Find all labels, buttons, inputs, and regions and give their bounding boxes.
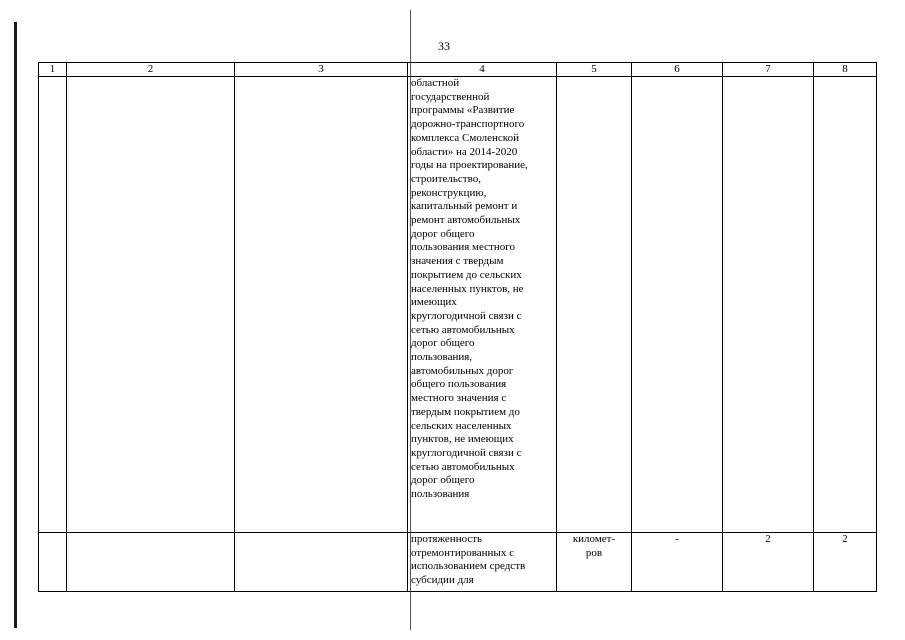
cell-col-3 xyxy=(235,77,408,533)
description-line: пользования xyxy=(411,488,470,501)
description-line: автомобильных дорог xyxy=(411,364,514,377)
scan-edge-left xyxy=(14,22,17,628)
cell-value-col-7: 2 xyxy=(723,533,814,592)
cell-col-7 xyxy=(723,77,814,533)
cell-value-col-6: - xyxy=(632,533,723,592)
description-line: реконструкцию, xyxy=(411,186,487,199)
header-col-2: 2 xyxy=(67,63,235,77)
description-line: годы на проектирование, xyxy=(411,159,528,172)
description-line: населенных пунктов, не xyxy=(411,282,524,295)
page-number: 33 xyxy=(438,39,450,53)
table-row xyxy=(39,77,877,533)
description-line: капитальный ремонт и xyxy=(411,200,518,213)
table-header-row xyxy=(39,63,877,77)
description-line: дорог общего xyxy=(411,337,475,350)
description-line: области» на 2014-2020 xyxy=(411,145,518,158)
description-line: местного значения с xyxy=(411,392,507,405)
description-line: пользования местного xyxy=(411,241,515,254)
description-line: сельских населенных xyxy=(411,419,512,432)
unit-line: километ- xyxy=(572,533,616,545)
description-line: областной xyxy=(411,77,460,89)
cell-col-8 xyxy=(814,77,877,533)
cell-indicator xyxy=(408,533,557,592)
description-line: сетью автомобильных xyxy=(411,323,515,336)
cell-description xyxy=(408,77,557,533)
cell-unit xyxy=(557,533,632,592)
header-col-3: 3 xyxy=(235,63,408,77)
unit-line: ров xyxy=(585,546,603,559)
cell-col-1 xyxy=(39,533,67,592)
description-line: покрытием до сельских xyxy=(411,268,522,281)
header-col-6: 6 xyxy=(632,63,723,77)
description-line: строительство, xyxy=(411,172,481,185)
indicator-line: отремонтированных с xyxy=(411,546,514,559)
description-line: дорог общего xyxy=(411,227,475,240)
header-col-8: 8 xyxy=(814,63,877,77)
header-col-4: 4 xyxy=(408,63,557,77)
cell-col-2 xyxy=(67,533,235,592)
cell-col-5 xyxy=(557,77,632,533)
header-col-1: 1 xyxy=(39,63,67,77)
description-line: сетью автомобильных xyxy=(411,460,515,473)
description-line: значения с твердым xyxy=(411,255,504,268)
table-row xyxy=(39,533,877,592)
description-line: пользования, xyxy=(411,351,473,364)
description-line: пунктов, не имеющих xyxy=(411,433,514,446)
indicator-line: протяженность xyxy=(411,533,483,545)
cell-col-1 xyxy=(39,77,67,533)
cell-value-col-8: 2 xyxy=(814,533,877,592)
description-line: ремонт автомобильных xyxy=(411,214,521,227)
description-line: государственной xyxy=(411,90,490,103)
description-line: дорог общего xyxy=(411,474,475,487)
description-line: дорожно-транспортного xyxy=(411,118,525,131)
description-line: общего пользования xyxy=(411,378,507,391)
indicator-line: субсидии для xyxy=(411,574,474,587)
description-line: твердым покрытием до xyxy=(411,405,520,418)
description-line: программы «Развитие xyxy=(411,104,515,117)
description-line: имеющих xyxy=(411,296,457,309)
cell-col-2 xyxy=(67,77,235,533)
header-col-5: 5 xyxy=(557,63,632,77)
description-line: круглогодичной связи с xyxy=(411,309,522,322)
indicator-line: использованием средств xyxy=(411,560,526,573)
description-line: круглогодичной связи с xyxy=(411,446,522,459)
cell-col-6 xyxy=(632,77,723,533)
header-col-7: 7 xyxy=(723,63,814,77)
description-line: комплекса Смоленской xyxy=(411,131,519,144)
cell-col-3 xyxy=(235,533,408,592)
data-table xyxy=(38,62,877,592)
